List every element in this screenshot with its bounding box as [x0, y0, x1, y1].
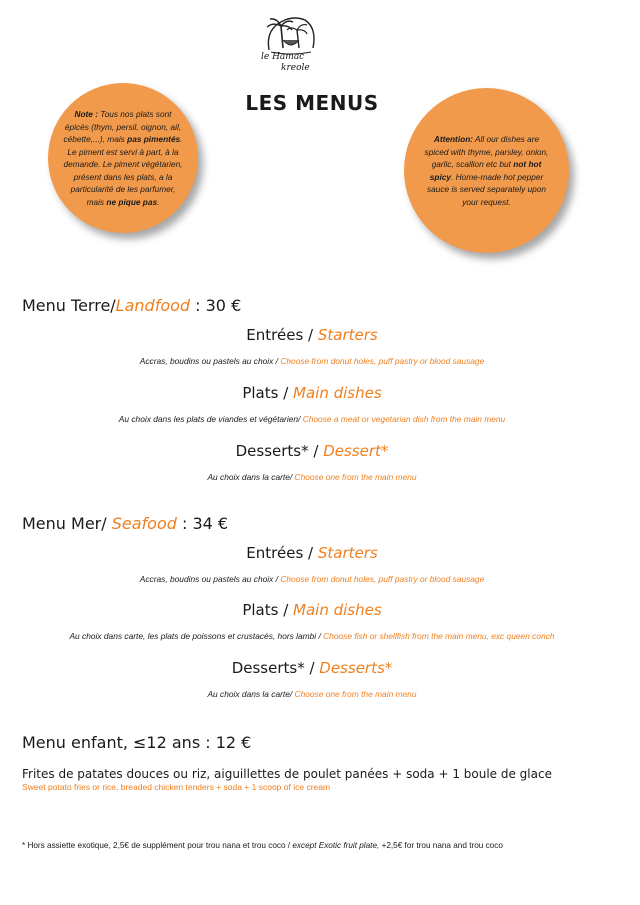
course-heading-fr: Entrées /: [246, 544, 318, 562]
course-heading-fr: Plats /: [242, 384, 294, 402]
course-desc-terre-main: [0, 414, 624, 424]
course-heading-mer-main: [0, 601, 624, 619]
course-desc-en: Choose from donut holes, puff pastry or blood sausage: [280, 356, 485, 366]
course-heading-terre-starters: [0, 326, 624, 344]
course-desc-mer-main: [0, 631, 624, 641]
course-desc-mer-starters: [0, 574, 624, 584]
note-fr-text: [62, 108, 184, 208]
logo-text-line2: kreole: [281, 63, 310, 73]
course-heading-terre-main: [0, 384, 624, 402]
course-desc-fr: Accras, boudins ou pastels au choix /: [139, 574, 281, 584]
course-desc-en: Choose one from the main menu: [294, 472, 417, 482]
menu-terre-title-fr: Menu Terre/: [22, 296, 116, 315]
footnote-en-italic: except Exotic fruit plate,: [292, 841, 382, 850]
course-desc-fr: Au choix dans la carte/: [207, 472, 295, 482]
menu-mer-price: : 34 €: [176, 514, 229, 533]
course-desc-mer-dessert: [0, 689, 624, 699]
course-desc-terre-dessert: [0, 472, 624, 482]
course-heading-en: Starters: [317, 544, 378, 562]
course-desc-terre-starters: [0, 356, 624, 366]
course-desc-fr: Au choix dans la carte/: [207, 689, 295, 699]
note-fr-label: Note :: [74, 109, 98, 119]
course-heading-en: Starters: [317, 326, 378, 344]
course-desc-fr: Accras, boudins ou pastels au choix /: [139, 356, 281, 366]
menu-terre-title-en: Landfood: [115, 296, 191, 315]
course-desc-en: Choose a meat or vegetarian dish from the main menu: [302, 414, 506, 424]
logo: [255, 10, 325, 78]
menu-mer-title-fr: Menu Mer/: [22, 514, 112, 533]
kids-desc-fr: Frites de patates douces ou riz, aiguillettes de poulet panées + soda + 1 boule de glace: [22, 767, 552, 781]
note-fr-bold1: pas pimentés: [127, 134, 181, 144]
menu-title-terre: [22, 296, 241, 315]
course-desc-fr: Au choix dans les plats de viandes et végétarien/: [118, 414, 303, 424]
note-fr-text3: .: [157, 196, 160, 207]
footnote-en: +2,5€ for trou nana and trou coco: [381, 841, 503, 850]
kids-desc-en: Sweet potato fries or rice, breaded chicken tenders + soda + 1 scoop of ice cream: [22, 782, 331, 792]
course-desc-en: Choose fish or shellfish from the main menu, exc queen conch: [323, 631, 555, 641]
note-fr-bold2: ne pique pas: [106, 196, 158, 207]
course-heading-mer-starters: [0, 544, 624, 562]
note-fr-text1: Tous nos plats sont épicés (thym, persil, oignon, ail, cébette,...), mais: [63, 109, 182, 144]
logo-text-line1: le Hamac: [261, 52, 305, 62]
menu-terre-price: : 30 €: [190, 296, 242, 315]
note-circle-en: [404, 88, 569, 253]
note-en-label: Attention:: [433, 134, 474, 144]
course-heading-en: Main dishes: [293, 384, 382, 402]
menu-title-mer: [22, 514, 228, 533]
note-en-text1: All our dishes are spiced with thyme, parsley, onion, garlic, scallion etc but: [424, 134, 549, 169]
course-heading-en: Main dishes: [293, 601, 382, 619]
course-heading-fr: Desserts* /: [231, 659, 320, 677]
note-en-text: [424, 133, 550, 208]
course-heading-terre-dessert: [0, 442, 624, 460]
footnote-fr: * Hors assiette exotique, 2,5€ de supplément pour trou nana et trou coco /: [22, 841, 293, 850]
menu-title-kids: Menu enfant, ≤12 ans : 12 €: [22, 733, 252, 752]
course-heading-mer-dessert: [0, 659, 624, 677]
course-desc-fr: Au choix dans carte, les plats de poissons et crustacés, hors lambi /: [69, 631, 324, 641]
course-heading-fr: Plats /: [242, 601, 294, 619]
note-fr-text2: . Le piment est servi à part, à la demande. Le piment végétarien, présent dans les plats, a la particularité de les parfumer, mais: [63, 134, 183, 207]
note-en-text2: . Home-made hot pepper sauce is served separately upon your request.: [427, 171, 546, 207]
course-heading-fr: Entrées /: [246, 326, 318, 344]
course-heading-fr: Desserts* /: [235, 442, 324, 460]
course-desc-en: Choose one from the main menu: [294, 689, 417, 699]
footnote: [22, 841, 503, 850]
note-circle-fr: [48, 83, 198, 233]
course-heading-en: Dessert*: [323, 442, 389, 460]
note-en-bold1: not hot spicy: [429, 159, 542, 182]
menu-mer-title-en: Seafood: [111, 514, 177, 533]
course-desc-en: Choose from donut holes, puff pastry or blood sausage: [280, 574, 485, 584]
page-title: LES MENUS: [245, 91, 379, 115]
course-heading-en: Desserts*: [319, 659, 393, 677]
